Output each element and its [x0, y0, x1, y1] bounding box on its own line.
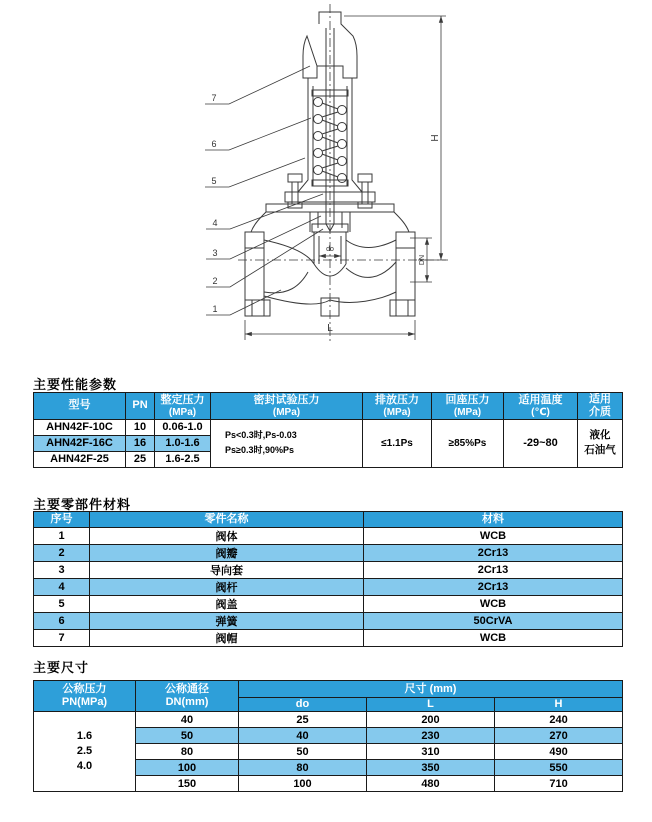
pn-cell: 10: [126, 419, 155, 435]
col-header-nominal-diameter: 公称通径 DN(mm): [136, 681, 239, 712]
part-leader-6: [205, 118, 311, 150]
col-header-discharge: 排放压力 (MPa): [363, 393, 432, 420]
table-row: [34, 630, 623, 647]
dim-label-dn: DN: [419, 254, 426, 266]
dimensions-table: [33, 680, 623, 792]
dn-cell: 50: [136, 728, 239, 744]
part-number-5: 5: [211, 176, 217, 186]
set-pressure-cell: 1.6-2.5: [155, 451, 211, 467]
l-cell: 480: [367, 776, 495, 792]
table-row: [34, 419, 623, 435]
h-cell: 240: [495, 712, 623, 728]
set-pressure-cell: 0.06-1.0: [155, 419, 211, 435]
l-cell: 200: [367, 712, 495, 728]
part-number-7: 7: [211, 93, 217, 103]
part-number-3: 3: [212, 248, 218, 258]
do-cell: 50: [239, 744, 367, 760]
part-number-4: 4: [212, 218, 218, 228]
col-header-l: L: [367, 698, 495, 712]
index-cell: 4: [34, 579, 90, 596]
col-header-pn: PN: [126, 393, 155, 420]
performance-table-header: [34, 393, 623, 420]
dimensions-section-title: 主要尺寸: [33, 660, 90, 675]
col-header-part-name: 零件名称: [90, 512, 364, 528]
index-cell: 1: [34, 528, 90, 545]
col-header-medium: 适用 介质: [578, 393, 623, 420]
l-cell: 310: [367, 744, 495, 760]
discharge-cell: ≤1.1Ps: [363, 419, 432, 467]
do-cell: 40: [239, 728, 367, 744]
outlet-flange: [396, 232, 415, 316]
col-header-material: 材料: [364, 512, 623, 528]
reseat-cell: ≥85%Ps: [432, 419, 504, 467]
performance-table: [33, 392, 623, 468]
part-number-1: 1: [212, 304, 218, 314]
part-number-6: 6: [211, 139, 217, 149]
materials-table-header: [34, 512, 623, 528]
performance-section-title: 主要性能参数: [33, 377, 118, 392]
index-cell: 6: [34, 613, 90, 630]
h-cell: 710: [495, 776, 623, 792]
col-header-size-group: 尺寸 (mm): [239, 681, 623, 698]
part-name-cell: 阀瓣: [90, 545, 364, 562]
set-pressure-cell: 1.0-1.6: [155, 435, 211, 451]
dn-cell: 40: [136, 712, 239, 728]
col-header-model: 型号: [34, 393, 126, 420]
col-header-h: H: [495, 698, 623, 712]
table-row: [34, 528, 623, 545]
h-cell: 490: [495, 744, 623, 760]
do-cell: 25: [239, 712, 367, 728]
part-name-cell: 弹簧: [90, 613, 364, 630]
part-name-cell: 导向套: [90, 562, 364, 579]
index-cell: 5: [34, 596, 90, 613]
part-leader-7: [205, 66, 310, 104]
part-number-2: 2: [212, 276, 218, 286]
col-header-temperature: 适用温度 (℃): [504, 393, 578, 420]
table-row: [34, 596, 623, 613]
material-cell: 2Cr13: [364, 545, 623, 562]
pn-cell: 16: [126, 435, 155, 451]
table-row: [34, 545, 623, 562]
pn-cell: 25: [126, 451, 155, 467]
valve-drawing: [0, 0, 652, 362]
do-cell: 100: [239, 776, 367, 792]
do-cell: 80: [239, 760, 367, 776]
dim-label-h: H: [430, 134, 441, 142]
table-row: [34, 562, 623, 579]
dimensions-table-header: [34, 681, 623, 712]
col-header-seal-test: 密封试验压力 (MPa): [211, 393, 363, 420]
dn-cell: 80: [136, 744, 239, 760]
table-row: [34, 613, 623, 630]
seal-test-cell: Ps<0.3时,Ps-0.03 Ps≥0.3时,90%Ps: [211, 419, 363, 467]
materials-table: [33, 511, 623, 647]
material-cell: WCB: [364, 630, 623, 647]
col-header-index: 序号: [34, 512, 90, 528]
pn-values-cell: 1.6 2.5 4.0: [34, 712, 136, 792]
part-name-cell: 阀盖: [90, 596, 364, 613]
model-cell: AHN42F-25: [34, 451, 126, 467]
h-cell: 550: [495, 760, 623, 776]
index-cell: 3: [34, 562, 90, 579]
l-cell: 230: [367, 728, 495, 744]
table-row: [34, 579, 623, 596]
materials-section-title: 主要零部件材料: [33, 497, 132, 512]
material-cell: WCB: [364, 528, 623, 545]
model-cell: AHN42F-16C: [34, 435, 126, 451]
col-header-nominal-pressure: 公称压力 PN(MPa): [34, 681, 136, 712]
l-cell: 350: [367, 760, 495, 776]
part-name-cell: 阀体: [90, 528, 364, 545]
col-header-do: do: [239, 698, 367, 712]
material-cell: WCB: [364, 596, 623, 613]
temperature-cell: -29~80: [504, 419, 578, 467]
col-header-set-pressure: 整定压力 (MPa): [155, 393, 211, 420]
valve-section-svg: [0, 0, 652, 362]
dn-cell: 100: [136, 760, 239, 776]
index-cell: 2: [34, 545, 90, 562]
medium-cell: 液化 石油气: [578, 419, 623, 467]
material-cell: 2Cr13: [364, 562, 623, 579]
dim-label-l: L: [327, 323, 333, 334]
part-name-cell: 阀杆: [90, 579, 364, 596]
model-cell: AHN42F-10C: [34, 419, 126, 435]
dim-label-do: do: [326, 246, 334, 253]
centerlines: [238, 4, 448, 342]
part-leader-5: [205, 158, 305, 187]
col-header-reseat: 回座压力 (MPa): [432, 393, 504, 420]
part-name-cell: 阀帽: [90, 630, 364, 647]
material-cell: 2Cr13: [364, 579, 623, 596]
table-row: [34, 712, 623, 728]
h-cell: 270: [495, 728, 623, 744]
dn-cell: 150: [136, 776, 239, 792]
material-cell: 50CrVA: [364, 613, 623, 630]
index-cell: 7: [34, 630, 90, 647]
